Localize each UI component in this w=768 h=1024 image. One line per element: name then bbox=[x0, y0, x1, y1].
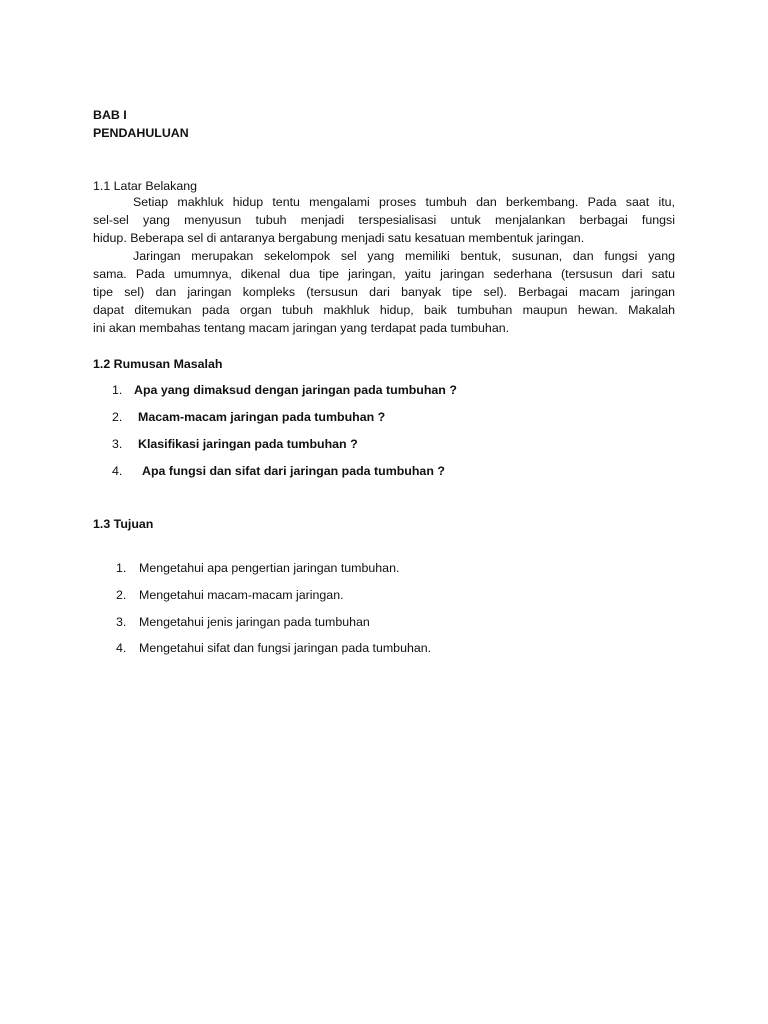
chapter-title: PENDAHULUAN bbox=[93, 126, 189, 140]
list-text: Mengetahui apa pengertian jaringan tumbuhan. bbox=[139, 561, 400, 575]
list-number: 4. bbox=[112, 464, 123, 478]
paragraph-line: Setiap makhluk hidup tentu mengalami proses tumbuh dan berkembang. Pada saat itu, bbox=[133, 195, 675, 209]
list-number: 3. bbox=[112, 437, 123, 451]
paragraph-line: Jaringan merupakan sekelompok sel yang memiliki bentuk, susunan, dan fungsi yang bbox=[133, 249, 675, 263]
list-number: 2. bbox=[112, 410, 123, 424]
list-text: Mengetahui macam-macam jaringan. bbox=[139, 588, 344, 602]
paragraph-line: tipe sel) dan jaringan kompleks (tersusun dari banyak tipe sel). Berbagai macam jaringan bbox=[93, 285, 675, 299]
section-heading-tujuan: 1.3 Tujuan bbox=[93, 517, 154, 531]
list-text: Mengetahui sifat dan fungsi jaringan pada tumbuhan. bbox=[139, 641, 432, 655]
paragraph-line: dapat ditemukan pada organ tubuh makhluk hidup, baik tumbuhan maupun hewan. Makalah bbox=[93, 303, 675, 317]
list-text: Klasifikasi jaringan pada tumbuhan ? bbox=[138, 437, 358, 451]
paragraph-line: hidup. Beberapa sel di antaranya bergabung menjadi satu kesatuan membentuk jaringan. bbox=[93, 231, 585, 245]
list-number: 1. bbox=[112, 383, 123, 397]
paragraph-line: ini akan membahas tentang macam jaringan yang terdapat pada tumbuhan. bbox=[93, 321, 510, 335]
section-heading-rumusan-masalah: 1.2 Rumusan Masalah bbox=[93, 357, 223, 371]
section-heading-latar-belakang: 1.1 Latar Belakang bbox=[93, 179, 198, 193]
chapter-label: BAB I bbox=[93, 108, 127, 122]
list-number: 4. bbox=[116, 641, 127, 655]
list-text: Apa fungsi dan sifat dari jaringan pada tumbuhan ? bbox=[142, 464, 445, 478]
list-number: 1. bbox=[116, 561, 127, 575]
list-text: Mengetahui jenis jaringan pada tumbuhan bbox=[139, 615, 370, 629]
list-text: Apa yang dimaksud dengan jaringan pada tumbuhan ? bbox=[134, 383, 457, 397]
list-number: 3. bbox=[116, 615, 127, 629]
paragraph-line: sel-sel yang menyusun tubuh menjadi terspesialisasi untuk menjalankan berbagai fungsi bbox=[93, 213, 675, 227]
list-text: Macam-macam jaringan pada tumbuhan ? bbox=[138, 410, 386, 424]
paragraph-line: sama. Pada umumnya, dikenal dua tipe jaringan, yaitu jaringan sederhana (tersusun dari satu bbox=[93, 267, 675, 281]
list-number: 2. bbox=[116, 588, 127, 602]
